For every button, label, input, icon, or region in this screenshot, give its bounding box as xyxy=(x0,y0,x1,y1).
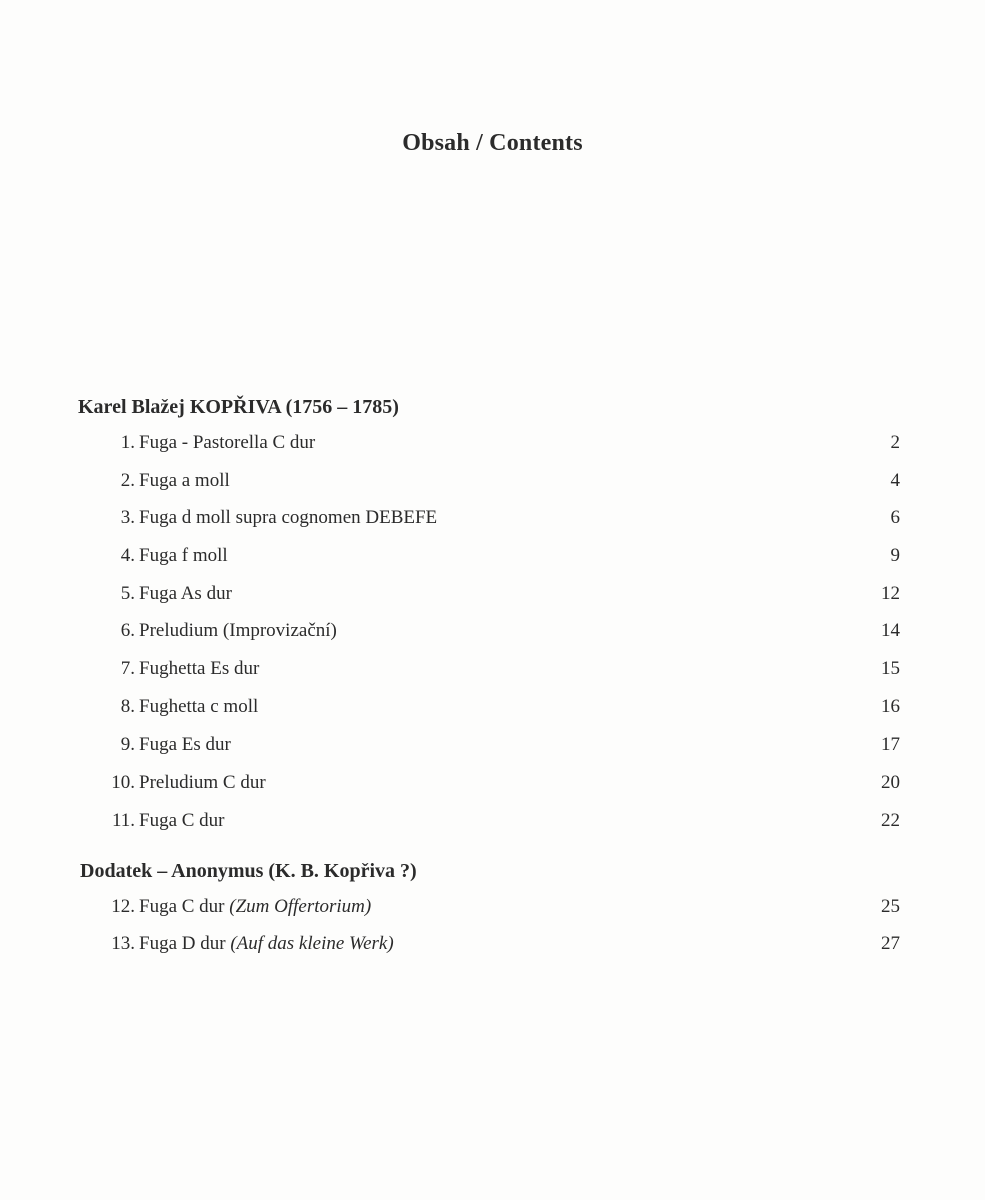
toc-entry[interactable] xyxy=(0,810,985,836)
entry-number: 3. xyxy=(120,507,135,528)
entry-number: 9. xyxy=(120,734,135,755)
toc-entry[interactable] xyxy=(0,658,985,684)
entry-page-number: 16 xyxy=(881,696,900,717)
entry-page-number: 25 xyxy=(881,896,900,917)
entry-page-number: 27 xyxy=(881,933,900,954)
toc-entry[interactable] xyxy=(0,620,985,646)
entry-number: 1. xyxy=(120,432,135,453)
entry-number: 4. xyxy=(120,545,135,566)
entry-title: Fuga a moll xyxy=(139,470,230,491)
entry-title: Fuga f moll xyxy=(139,545,228,566)
toc-entry[interactable] xyxy=(0,432,985,458)
toc-entry[interactable] xyxy=(0,545,985,571)
entry-title: Fuga As dur xyxy=(139,583,232,604)
toc-entry[interactable] xyxy=(0,772,985,798)
entry-note: (Auf das kleine Werk) xyxy=(230,933,394,954)
section-heading-kopriva: Karel Blažej KOPŘIVA (1756 – 1785) xyxy=(78,396,399,418)
entry-page-number: 4 xyxy=(890,470,900,491)
entry-number: 13. xyxy=(111,933,135,954)
entry-title: Fuga C dur xyxy=(139,810,225,831)
entry-title-wrap xyxy=(139,933,394,955)
entry-title-wrap xyxy=(139,896,371,918)
entry-title: Preludium C dur xyxy=(139,772,266,793)
entry-page-number: 15 xyxy=(881,658,900,679)
entry-page-number: 17 xyxy=(881,734,900,755)
entry-number: 12. xyxy=(111,896,135,917)
toc-entry[interactable] xyxy=(0,896,985,922)
entry-title: Fughetta Es dur xyxy=(139,658,260,679)
toc-entry[interactable] xyxy=(0,470,985,496)
entry-title: Fuga d moll supra cognomen DEBEFE xyxy=(139,507,438,528)
toc-entry[interactable] xyxy=(0,583,985,609)
entry-title: Fuga C dur xyxy=(139,896,230,917)
entry-number: 11. xyxy=(111,810,135,831)
entry-title: Preludium (Improvizační) xyxy=(139,620,337,641)
entry-page-number: 9 xyxy=(890,545,900,566)
entry-number: 6. xyxy=(120,620,135,641)
entry-page-number: 6 xyxy=(890,507,900,528)
entry-page-number: 14 xyxy=(881,620,900,641)
entry-page-number: 22 xyxy=(881,810,900,831)
entry-number: 7. xyxy=(120,658,135,679)
entry-page-number: 20 xyxy=(881,772,900,793)
entry-number: 5. xyxy=(120,583,135,604)
entry-page-number: 12 xyxy=(881,583,900,604)
entry-page-number: 2 xyxy=(890,432,900,453)
entry-number: 8. xyxy=(120,696,135,717)
entry-title: Fuga D dur xyxy=(139,933,231,954)
toc-entry[interactable] xyxy=(0,734,985,760)
entry-title: Fuga Es dur xyxy=(139,734,231,755)
toc-entry[interactable] xyxy=(0,696,985,722)
entry-title: Fughetta c moll xyxy=(139,696,259,717)
toc-entry[interactable] xyxy=(0,933,985,959)
entry-number: 2. xyxy=(120,470,135,491)
entry-number: 10. xyxy=(111,772,135,793)
entry-title: Fuga - Pastorella C dur xyxy=(139,432,316,453)
entry-note: (Zum Offertorium) xyxy=(229,896,372,917)
page-title: Obsah / Contents xyxy=(402,130,583,156)
section-heading-dodatek: Dodatek – Anonymus (K. B. Kopřiva ?) xyxy=(80,860,417,882)
toc-entry[interactable] xyxy=(0,507,985,533)
